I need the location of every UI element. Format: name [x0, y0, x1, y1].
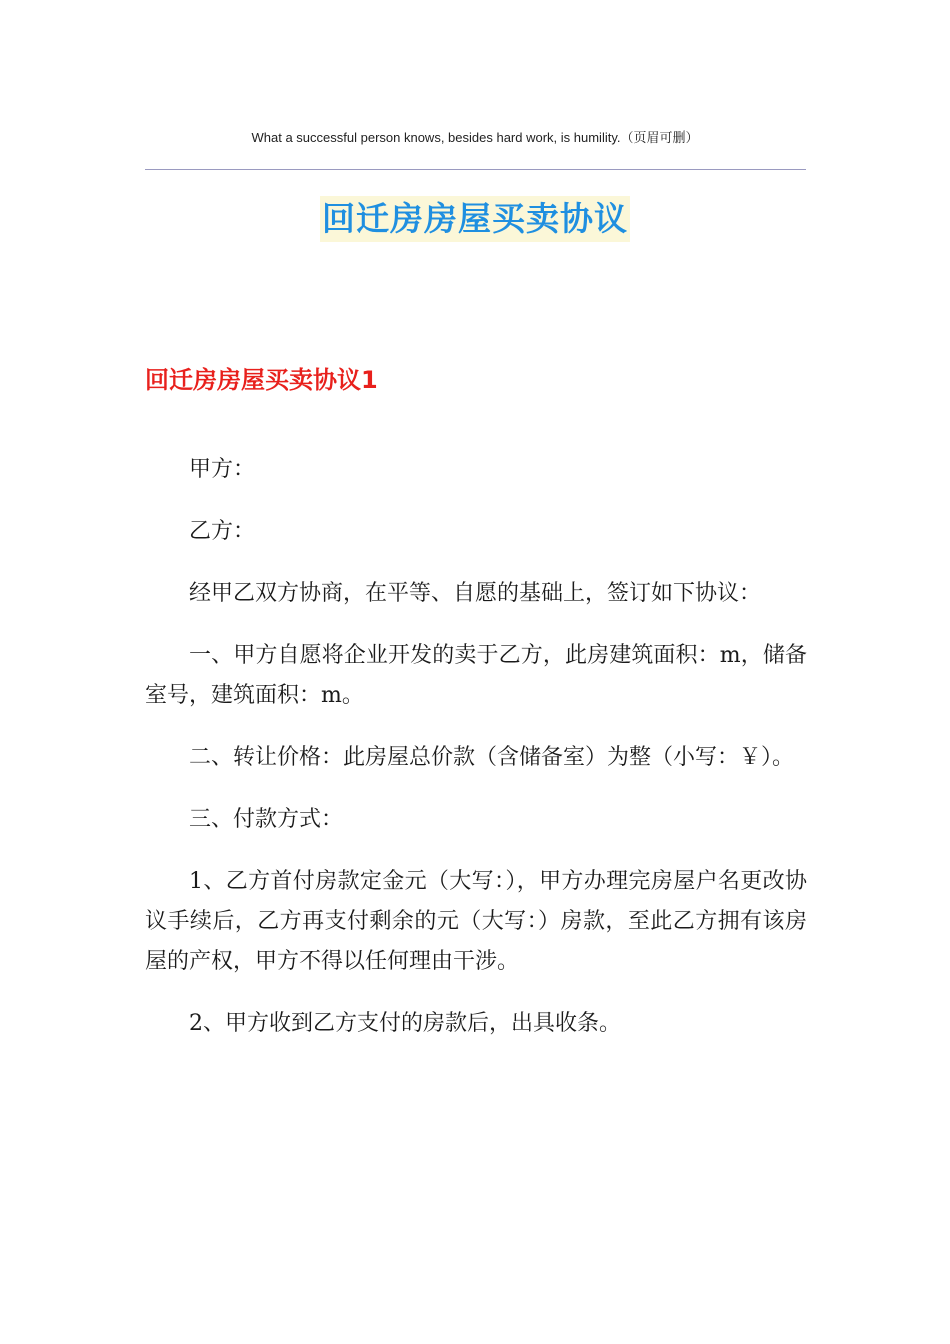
document-title-container	[0, 196, 950, 242]
paragraph-clause-1: 一、甲方自愿将企业开发的卖于乙方，此房建筑面积：m，储备室号，建筑面积：m。	[145, 643, 807, 708]
document-title: 回迁房房屋买卖协议	[320, 196, 630, 242]
paragraph-payment-2: 2、甲方收到乙方支付的房款后，出具收条。	[189, 1011, 621, 1036]
paragraph-clause-2: 二、转让价格：此房屋总价款（含储备室）为整（小写：￥）。	[189, 745, 795, 770]
header-divider	[145, 169, 806, 170]
paragraph-party-a: 甲方：	[189, 457, 256, 482]
document-body	[145, 450, 807, 1066]
paragraph-intro: 经甲乙双方协商，在平等、自愿的基础上，签订如下协议：	[189, 581, 762, 606]
paragraph-payment-1: 1、乙方首付房款定金元（大写：），甲方办理完房屋户名更改协议手续后，乙方再支付剩余的元（大写：）房款，至此乙方拥有该房屋的产权，甲方不得以任何理由干涉。	[145, 869, 807, 974]
page-header-text: What a successful person knows, besides hard work, is humility.（页眉可删）	[251, 130, 699, 145]
paragraph-clause-3: 三、付款方式：	[189, 807, 344, 832]
paragraph-party-b: 乙方：	[189, 519, 256, 544]
section-heading: 回迁房房屋买卖协议1	[145, 366, 378, 394]
